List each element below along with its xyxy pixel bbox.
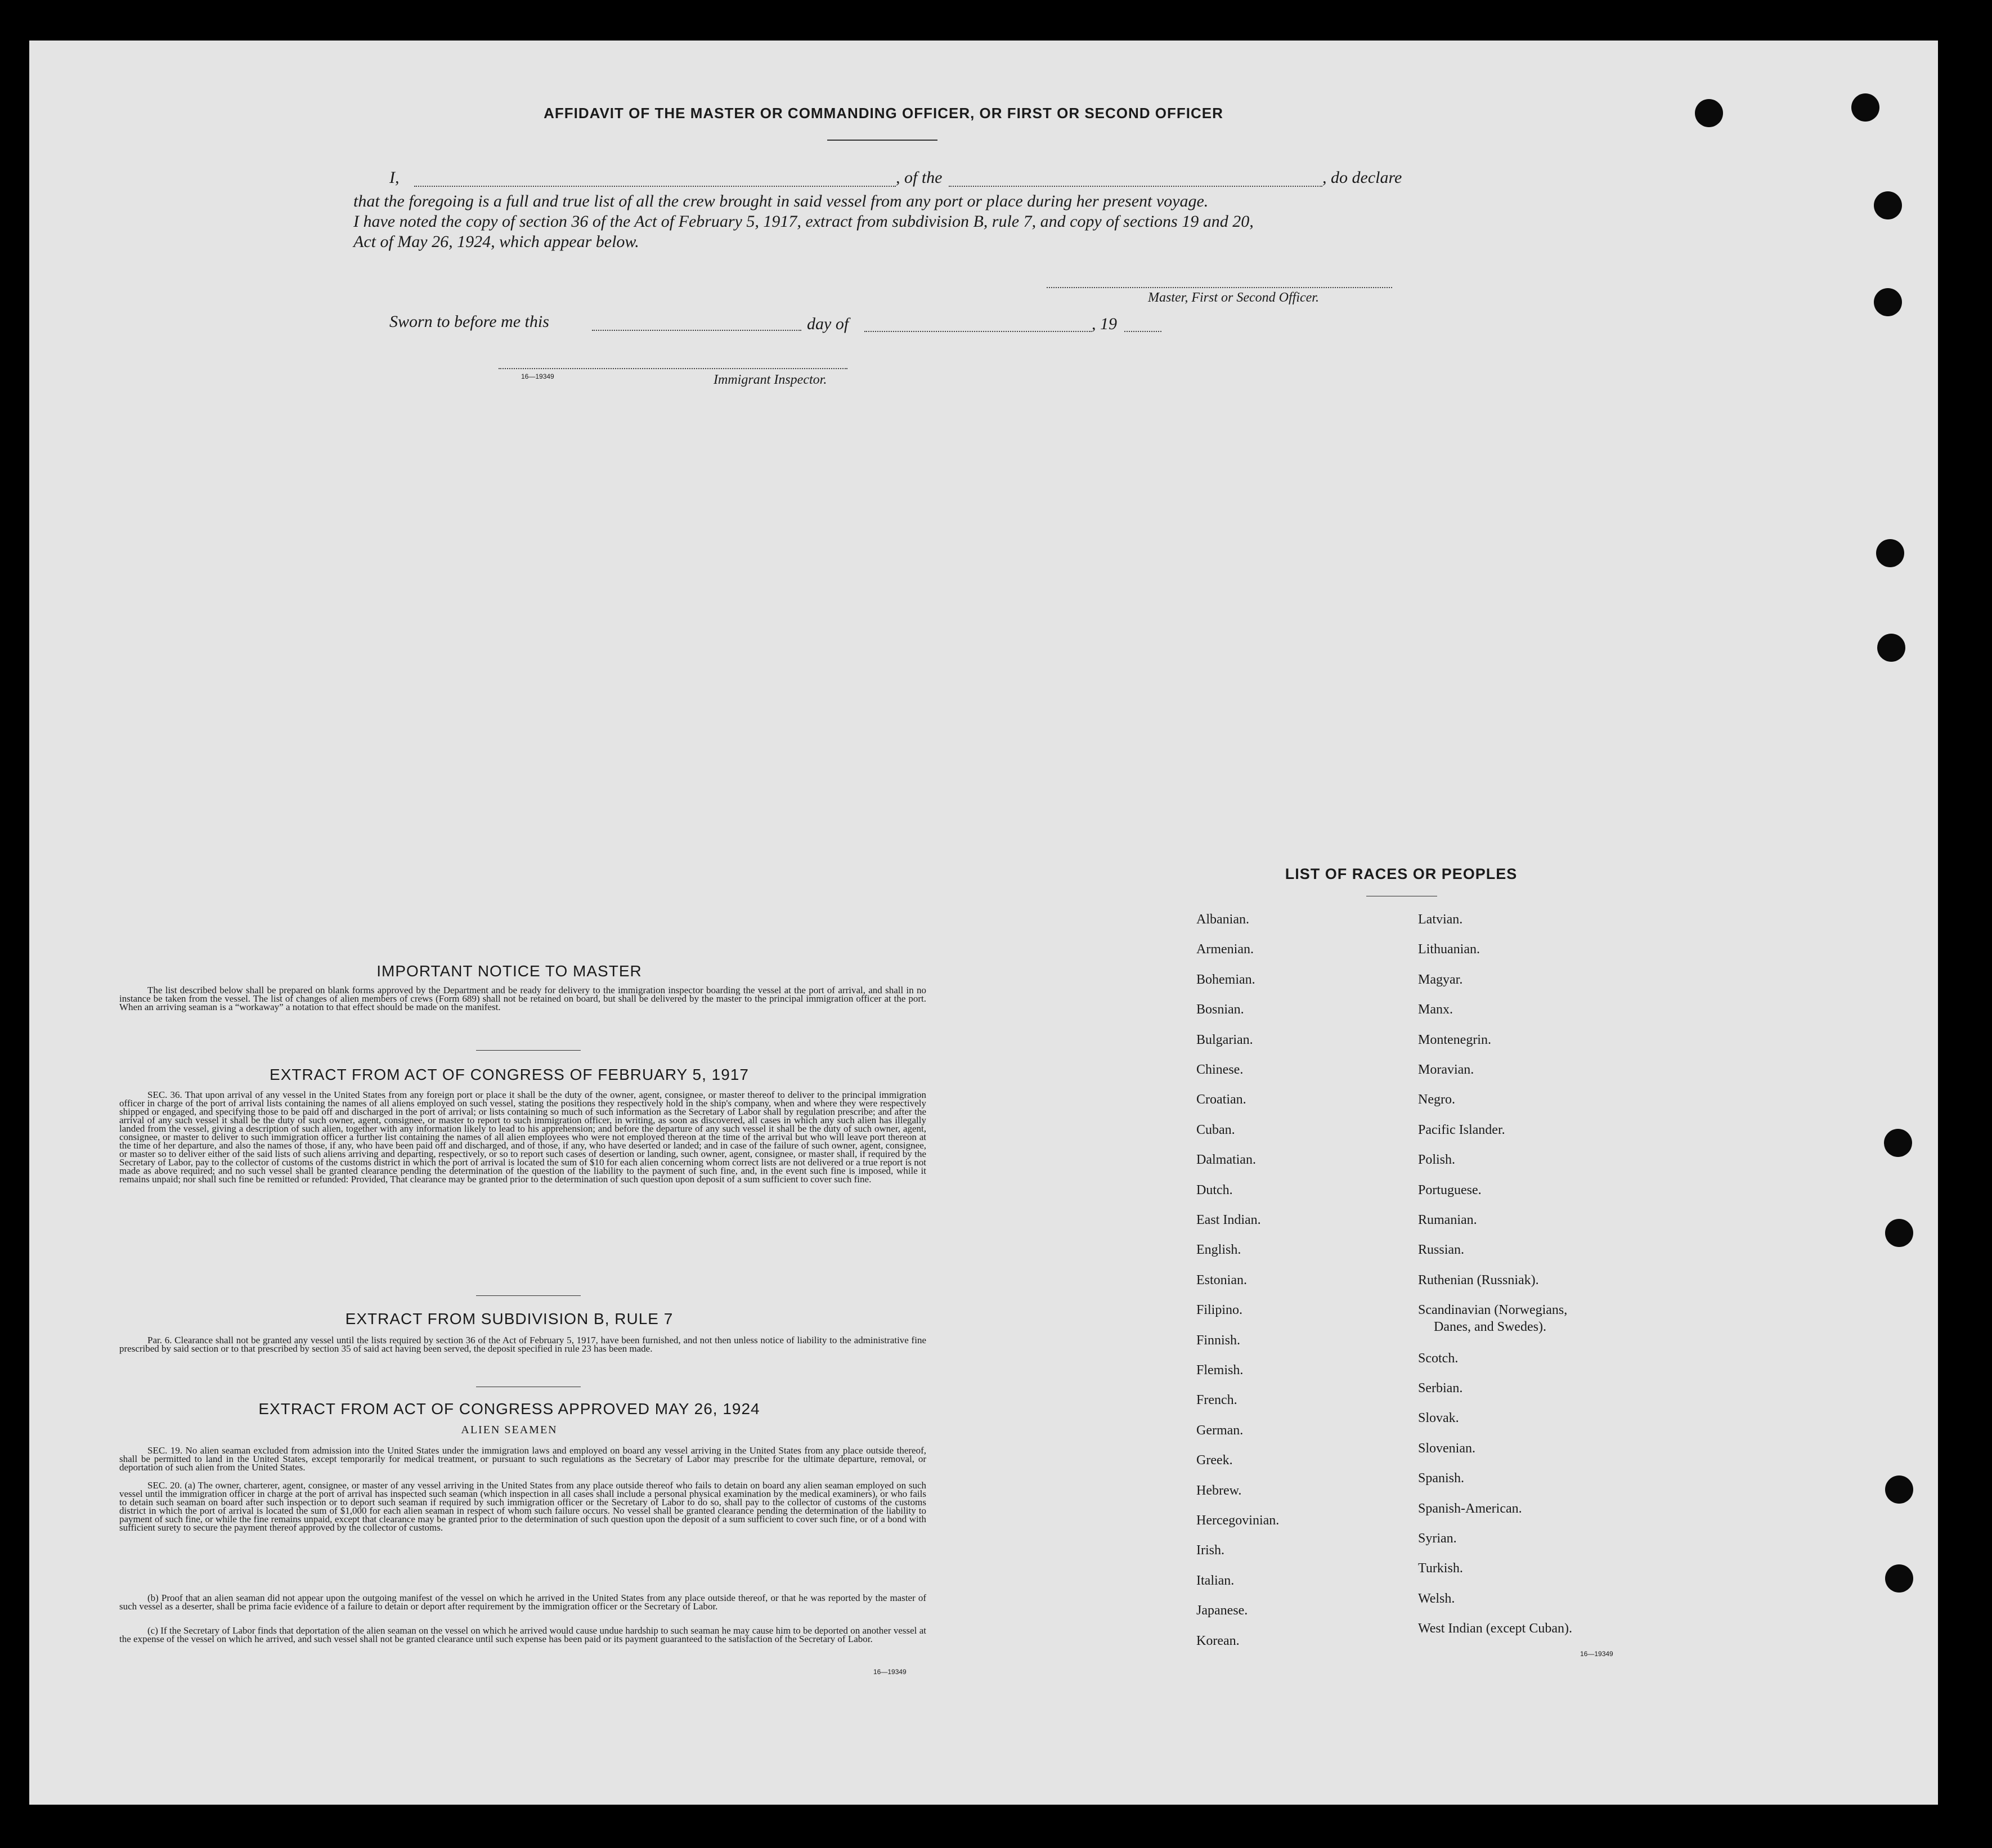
race-item: Ruthenian (Russniak). [1418,1272,1539,1288]
extract-1924-subtitle: ALIEN SEAMEN [461,1424,558,1436]
race-item: Moravian. [1418,1062,1474,1077]
punch-hole [1884,1129,1912,1157]
race-item: Lithuanian. [1418,942,1480,957]
signature-field[interactable] [1047,287,1392,288]
race-item: Estonian. [1196,1272,1247,1288]
race-item: Filipino. [1196,1303,1243,1318]
race-item: Serbian. [1418,1381,1463,1396]
extract-1917-title: EXTRACT FROM ACT OF CONGRESS OF FEBRUARY 5, 1917 [270,1066,749,1083]
punch-hole [1874,191,1902,219]
notice-title: IMPORTANT NOTICE TO MASTER [376,962,642,980]
inspector-signature-field[interactable] [499,368,847,369]
race-item: Chinese. [1196,1062,1244,1077]
race-item: Spanish-American. [1418,1501,1522,1516]
race-item: Slovenian. [1418,1441,1475,1456]
affidavit-line1-i: I, [389,168,400,187]
race-item: Finnish. [1196,1333,1241,1348]
title-rule [827,140,937,141]
race-item: Negro. [1418,1092,1455,1107]
affidavit-line1-of: , of the [896,168,943,187]
race-item: Slovak. [1418,1411,1459,1426]
notice-text: The list described below shall be prepared on blank forms approved by the Department and be ready for delivery to the immigration inspector boarding the vessel at the port of arrival, and shall in no instance be taken from the vessel. The list of changes of alien members of crews (Form 689) shall not be retained on board, but shall be delivered by the master to the principal immigration officer at the port. When an arriving seaman is a “workaway” a notation to that effect should be made on the manifest. [119,985,926,1012]
race-item: Danes, and Swedes). [1434,1320,1546,1335]
race-item: Latvian. [1418,912,1463,927]
race-item: East Indian. [1196,1213,1261,1227]
race-item: West Indian (except Cuban). [1418,1621,1572,1636]
race-item: Bohemian. [1196,972,1255,987]
race-item: English. [1196,1243,1241,1258]
extract-1924-title: EXTRACT FROM ACT OF CONGRESS APPROVED MAY 26, 1924 [258,1400,760,1418]
extract-rule7-text: Par. 6. Clearance shall not be granted any vessel until the lists required by section 36 of the Act of February 5, 1917, have been furnished, and not then unless notice of liability to the administrative fine prescribed by said section or to that prescribed by section 35 of said act having been served, the deposit specified in rule 23 has been made. [119,1335,926,1354]
race-item: German. [1196,1423,1244,1438]
race-item: French. [1196,1393,1237,1408]
extract-1924-sec19: SEC. 19. No alien seaman excluded from admission into the United States under the immigration laws and employed on board any vessel arriving in the United States from any place outside thereof, shall be permitted to land in the United States, except temporarily for medical treatment, or pursuant to such regulations as the Secretary of Labor may prescribe for the ultimate departure, removal, or deportation of such alien from the United States. [119,1445,926,1473]
extract-1924-sec20c: (c) If the Secretary of Labor finds that deportation of the alien seaman on the vessel on which he arrived would cause undue hardship to such seaman he may cause him to be deported on another vessel at the expense of the vessel on which he arrived, and such vessel shall not be granted clearance until such expense has been paid or its payment guaranteed to the satisfaction of the Secretary of Labor. [119,1625,926,1644]
affidavit-line4: Act of May 26, 1924, which appear below. [353,232,639,251]
race-item: Russian. [1418,1243,1465,1258]
day-of-text: day of [807,315,849,333]
race-item: Montenegrin. [1418,1032,1491,1047]
race-item: Armenian. [1196,942,1254,957]
race-item: Spanish. [1418,1471,1465,1486]
signature-caption: Master, First or Second Officer. [1148,290,1319,305]
punch-hole [1885,1475,1913,1504]
race-item: Irish. [1196,1543,1224,1558]
sworn-text: Sworn to before me this [389,312,549,331]
race-item: Greek. [1196,1453,1233,1468]
punch-hole [1874,288,1902,316]
race-item: Magyar. [1418,972,1463,987]
race-item: Syrian. [1418,1531,1457,1546]
punch-hole [1877,634,1905,662]
sworn-year-field[interactable] [1124,331,1161,332]
race-item: Flemish. [1196,1363,1244,1378]
form-sheet [29,41,1938,1805]
sworn-month-field[interactable] [864,331,1092,332]
punch-hole [1885,1219,1913,1247]
race-item: Scandinavian (Norwegians, [1418,1303,1568,1318]
race-item: Hercegovinian. [1196,1513,1280,1528]
race-item: Croatian. [1196,1092,1246,1107]
punch-hole [1885,1564,1913,1593]
extract-rule7-title: EXTRACT FROM SUBDIVISION B, RULE 7 [345,1310,674,1327]
race-item: Bosnian. [1196,1002,1244,1017]
race-item: Manx. [1418,1002,1453,1017]
race-item: Albanian. [1196,912,1249,927]
affidavit-line1-declare: , do declare [1322,168,1402,187]
race-item: Welsh. [1418,1591,1455,1606]
section-rule [476,1295,581,1296]
extract-1924-sec20b: (b) Proof that an alien seaman did not appear upon the outgoing manifest of the vessel on which he arrived in the United States from any place outside thereof, or that he was reported by the master of such vessel as a deserter, shall be prima facie evidence of a failure to detain or deport after requirement by the immigration officer or the Secretary of Labor. [119,1593,926,1612]
affidavit-title: AFFIDAVIT OF THE MASTER OR COMMANDING OFFICER, OR FIRST OR SECOND OFFICER [544,105,1223,122]
year-prefix: , 19 [1092,315,1117,333]
affidavit-line2: that the foregoing is a full and true list of all the crew brought in said vessel from any port or place during her present voyage. [353,192,1209,210]
section-rule [476,1050,581,1051]
race-item: Scotch. [1418,1351,1459,1366]
vessel-field[interactable] [949,186,1322,187]
punch-hole [1695,99,1723,127]
affidavit-line3: I have noted the copy of section 36 of the Act of February 5, 1917, extract from subdivision B, rule 7, and copy of sections 19 and 20, [353,212,1254,231]
race-item: Cuban. [1196,1122,1235,1137]
sworn-day-field[interactable] [592,330,801,331]
race-item: Portuguese. [1418,1182,1482,1197]
race-item: Korean. [1196,1633,1240,1648]
extract-1924-sec20a: SEC. 20. (a) The owner, charterer, agent, consignee, or master of any vessel arriving in the United States from any place outside thereof who fails to detain on board any alien seaman employed on such vessel until the immigration officer in charge at the port of arrival has inspected such seaman (which inspection in all cases shall include a personal physical examination by the medical examiners), or who fails to detain such seaman on board after such inspection or to deport such seaman if required by such immigration officer or the Secretary of Labor to do so, shall pay to the collector of customs of the customs district in which the port of arrival is located the sum of $1,000 for each alien seaman in respect of whom such failure occurs. No vessel shall be granted clearance pending the determination of the liability to payment of such fine, or while the fine remains unpaid, except that clearance may be granted prior to the determination of such question upon the deposit of a sum sufficient to cover such fine, or of a bond with sufficient surety to secure the payment thereof approved by the collector of customs. [119,1480,926,1533]
form-number: 16—19349 [1580,1650,1613,1658]
name-field[interactable] [414,186,896,187]
race-item: Dalmatian. [1196,1152,1256,1168]
race-item: Dutch. [1196,1182,1233,1197]
punch-hole [1851,93,1879,122]
race-item: Japanese. [1196,1603,1248,1618]
race-item: Turkish. [1418,1561,1463,1576]
race-item: Bulgarian. [1196,1032,1253,1047]
race-item: Rumanian. [1418,1213,1477,1227]
race-item: Italian. [1196,1573,1235,1588]
inspector-caption: Immigrant Inspector. [714,373,827,387]
race-item: Hebrew. [1196,1483,1242,1498]
extract-1917-text: SEC. 36. That upon arrival of any vessel in the United States from any foreign port or place it shall be the duty of the owner, agent, consignee, or master thereof to deliver to the principal immigration officer in charge of the port of arrival lists containing the names of all aliens employed on such vessel, stating the positions they respectively hold in the ship's company, when and where they were respectively shipped or engaged, and specifying those to be paid off and discharged in the port of arrival; or lists containing so much of such information as the Secretary of Labor shall by regulation prescribe; and after the arrival of any such vessel it shall be the duty of such owner, agent, consignee, or master to report to such immigration officer, in writing, as soon as discovered, all cases in which any such alien has illegally landed from the vessel, giving a description of such alien, together with any information likely to lead to his apprehension; and before the departure of any such vessel it shall be the duty of such owner, agent, consignee, or master to deliver to such immigration officer a further list containing the names of all alien employees who were not employed thereon at the time of the arrival but who will leave port thereon at the time of her departure, and also the names of those, if any, who have been paid off and discharged, and of those, if any, who have deserted or landed; and in case of the failure of such owner, agent, consignee, or master so to deliver either of the said lists of such aliens arriving and departing, respectively, or so to report such cases of desertion or landing, such owner, agent, consignee, or master shall, if required by the Secretary of Labor, pay to the collector of customs of the customs district in which the port of arrival is located the sum of $10 for each alien concerning whom correct lists are not delivered or a true report is not made as above required; and no such vessel shall be granted clearance pending the determination of the question of the liability to the payment of such fine, and, in the event such fine is imposed, while it remains unpaid; nor shall such fine be remitted or refunded: Provided, That clearance may be granted prior to the determination of such question upon deposit of a sum sufficient to cover such fine. [119,1089,926,1185]
race-item: Pacific Islander. [1418,1122,1505,1137]
race-item: Polish. [1418,1152,1456,1168]
form-number: 16—19349 [873,1668,907,1676]
races-title: LIST OF RACES OR PEOPLES [1285,865,1518,882]
form-number: 16—19349 [521,373,554,380]
punch-hole [1876,539,1904,567]
